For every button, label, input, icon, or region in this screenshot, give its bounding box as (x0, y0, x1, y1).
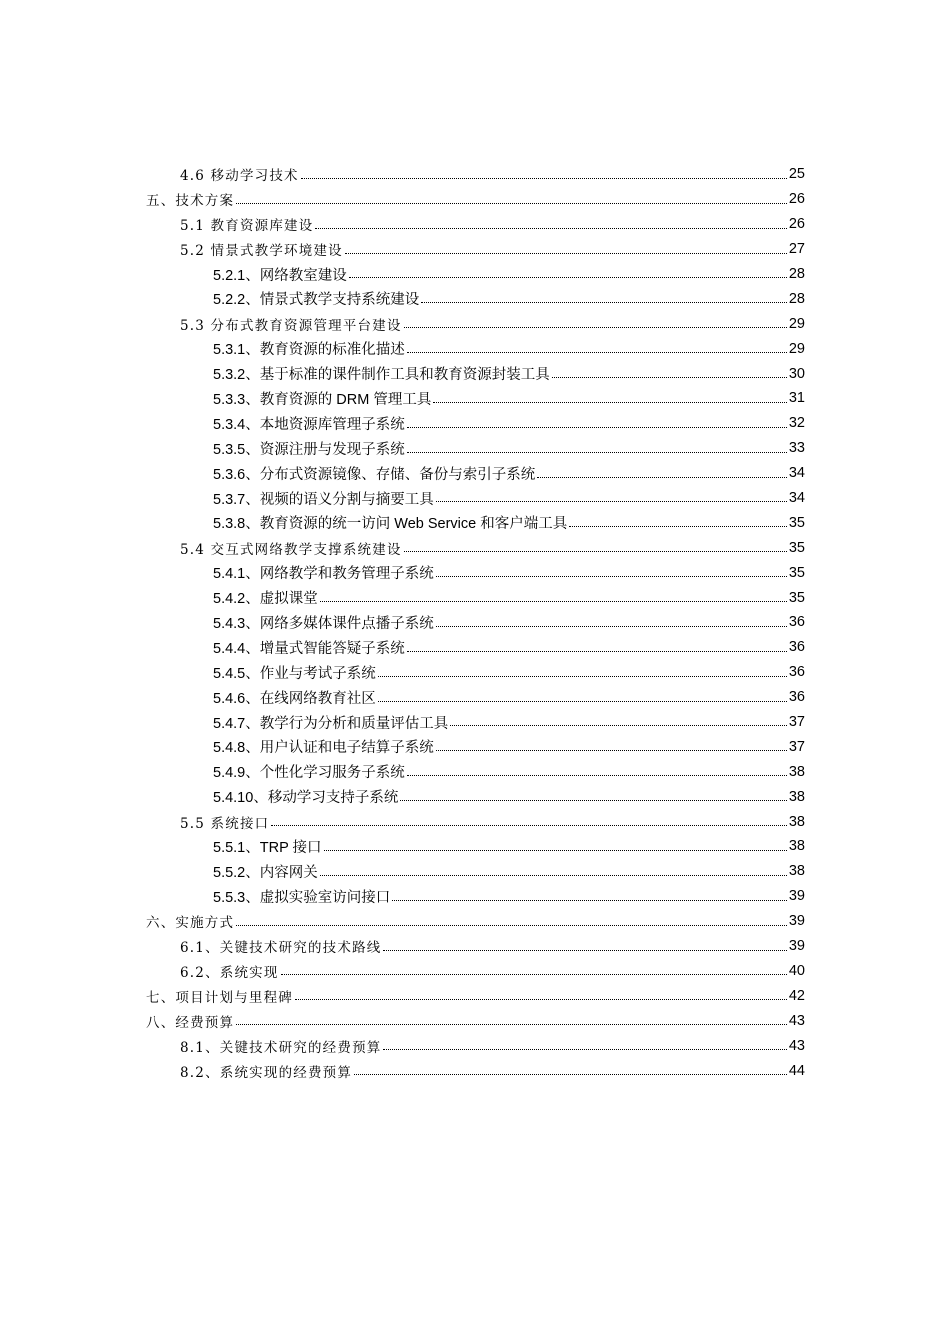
toc-page-number: 29 (788, 315, 805, 332)
toc-entry-title: 5.2.1、网络教室建设 (213, 267, 347, 284)
dot-leader (320, 875, 787, 876)
toc-page-number: 38 (788, 763, 805, 780)
toc-entry-title: 5.3.4、本地资源库管理子系统 (213, 416, 405, 433)
toc-entry-title: 5.5.3、虚拟实验室访问接口 (213, 889, 391, 906)
toc-entry-title: 5.3.1、教育资源的标准化描述 (213, 342, 405, 359)
toc-entry[interactable] (0, 585, 950, 610)
toc-entry-title: 5.4.4、增量式智能答疑子系统 (213, 640, 405, 657)
toc-page-number: 39 (788, 938, 805, 955)
toc-page-number: 36 (788, 639, 805, 656)
toc-page-number: 44 (788, 1062, 805, 1079)
toc-page-number: 39 (788, 913, 805, 930)
dot-leader (436, 626, 787, 627)
toc-entry-title: 5.3.8、教育资源的统一访问 Web Service 和客户端工具 (213, 516, 568, 533)
toc-page-number: 31 (788, 390, 805, 407)
dot-leader (450, 725, 787, 726)
toc-entry-title: 5.4.8、用户认证和电子结算子系统 (213, 740, 434, 757)
dot-leader (354, 1074, 787, 1075)
toc-entry-title: 5.4.5、作业与考试子系统 (213, 665, 376, 682)
toc-entry[interactable] (0, 734, 950, 759)
dot-leader (271, 825, 786, 826)
toc-page-number: 39 (788, 888, 805, 905)
toc-entry[interactable] (0, 212, 950, 237)
dot-leader (320, 601, 787, 602)
dot-leader (281, 974, 787, 975)
dot-leader (236, 1024, 787, 1025)
dot-leader (383, 1049, 786, 1050)
toc-entry[interactable] (0, 983, 950, 1008)
toc-entry[interactable] (0, 361, 950, 386)
toc-entry-title: 5.4.2、虚拟课堂 (213, 591, 318, 608)
toc-entry[interactable] (0, 635, 950, 660)
toc-page-number: 28 (788, 290, 805, 307)
toc-page-number: 35 (788, 564, 805, 581)
toc-page-number: 30 (788, 365, 805, 382)
toc-entry-title: 五、技术方案 (146, 193, 235, 210)
toc-entry[interactable] (0, 510, 950, 535)
toc-page-number: 43 (788, 1037, 805, 1054)
toc-page-number: 42 (788, 987, 805, 1004)
toc-entry[interactable] (0, 685, 950, 710)
toc-page-number: 38 (788, 788, 805, 805)
toc-entry[interactable] (0, 336, 950, 361)
dot-leader (324, 850, 787, 851)
dot-leader (404, 327, 787, 328)
toc-page-number: 37 (788, 738, 805, 755)
table-of-contents (0, 162, 950, 1083)
dot-leader (433, 402, 787, 403)
toc-entry[interactable] (0, 386, 950, 411)
toc-page-number: 38 (788, 863, 805, 880)
toc-entry-title: 4.6 移动学习技术 (180, 168, 299, 185)
toc-entry[interactable] (0, 610, 950, 635)
toc-page-number: 34 (788, 465, 805, 482)
toc-entry-title: 5.3.2、基于标准的课件制作工具和教育资源封装工具 (213, 367, 550, 384)
dot-leader (378, 701, 787, 702)
toc-page-number: 33 (788, 440, 805, 457)
dot-leader (378, 676, 787, 677)
toc-entry[interactable] (0, 909, 950, 934)
toc-page-number: 25 (788, 166, 805, 183)
toc-entry-title: 5.2 情景式教学环境建设 (180, 243, 343, 260)
dot-leader (407, 651, 787, 652)
toc-entry[interactable] (0, 1033, 950, 1058)
toc-entry[interactable] (0, 1058, 950, 1083)
dot-leader (436, 576, 787, 577)
toc-page-number: 32 (788, 415, 805, 432)
dot-leader (407, 427, 787, 428)
toc-entry[interactable] (0, 809, 950, 834)
dot-leader (407, 775, 787, 776)
toc-page-number: 36 (788, 689, 805, 706)
toc-entry[interactable] (0, 162, 950, 187)
toc-entry[interactable] (0, 884, 950, 909)
toc-entry-title: 6.2、系统实现 (180, 964, 279, 981)
dot-leader (400, 800, 787, 801)
toc-entry-title: 5.4.10、移动学习支持子系统 (213, 790, 399, 807)
toc-entry[interactable] (0, 660, 950, 685)
dot-leader (436, 501, 787, 502)
toc-page-number: 34 (788, 490, 805, 507)
toc-entry[interactable] (0, 560, 950, 585)
toc-page-number: 43 (788, 1012, 805, 1029)
toc-entry-title: 8.2、系统实现的经费预算 (180, 1064, 353, 1081)
toc-entry-title: 5.5 系统接口 (180, 815, 270, 832)
toc-entry[interactable] (0, 311, 950, 336)
toc-entry[interactable] (0, 237, 950, 262)
dot-leader (301, 178, 787, 179)
dot-leader (407, 452, 787, 453)
dot-leader (236, 203, 787, 204)
toc-page-number: 40 (788, 962, 805, 979)
toc-entry[interactable] (0, 535, 950, 560)
toc-entry[interactable] (0, 834, 950, 859)
dot-leader (383, 950, 786, 951)
toc-entry-title: 5.4.6、在线网络教育社区 (213, 690, 376, 707)
toc-entry-title: 5.3.3、教育资源的 DRM 管理工具 (213, 391, 432, 408)
toc-page-number: 26 (788, 216, 805, 233)
toc-entry-title: 5.3.5、资源注册与发现子系统 (213, 441, 405, 458)
toc-entry-title: 5.5.2、内容网关 (213, 864, 318, 881)
toc-entry-title: 七、项目计划与里程碑 (146, 989, 293, 1006)
toc-entry[interactable] (0, 461, 950, 486)
toc-entry-title: 5.5.1、TRP 接口 (213, 839, 322, 856)
toc-page-number: 35 (788, 514, 805, 531)
toc-entry[interactable] (0, 959, 950, 984)
toc-entry[interactable] (0, 710, 950, 735)
toc-page-number: 35 (788, 589, 805, 606)
toc-entry[interactable] (0, 859, 950, 884)
dot-leader (552, 377, 787, 378)
dot-leader (404, 551, 787, 552)
toc-entry-title: 5.3 分布式教育资源管理平台建设 (180, 317, 402, 334)
toc-entry-title: 5.4.3、网络多媒体课件点播子系统 (213, 615, 434, 632)
toc-entry[interactable] (0, 411, 950, 436)
toc-page-number: 29 (788, 340, 805, 357)
dot-leader (295, 999, 787, 1000)
toc-entry-title: 5.3.7、视频的语义分割与摘要工具 (213, 491, 434, 508)
toc-page-number: 26 (788, 191, 805, 208)
dot-leader (315, 228, 786, 229)
toc-page-number: 28 (788, 266, 805, 282)
toc-entry-title: 8.1、关键技术研究的经费预算 (180, 1039, 382, 1056)
toc-page-number: 27 (788, 241, 805, 258)
toc-entry-title: 5.4 交互式网络教学支撑系统建设 (180, 541, 402, 558)
toc-page-number: 36 (788, 664, 805, 681)
toc-entry[interactable] (0, 784, 950, 809)
dot-leader (569, 526, 787, 527)
toc-page-number: 36 (788, 614, 805, 631)
dot-leader (436, 750, 787, 751)
toc-page-number: 37 (788, 714, 805, 731)
toc-entry-title: 5.4.9、个性化学习服务子系统 (213, 765, 405, 782)
dot-leader (236, 925, 787, 926)
dot-leader (392, 900, 787, 901)
dot-leader (421, 302, 787, 303)
toc-entry-title: 5.1 教育资源库建设 (180, 218, 314, 235)
toc-entry-title: 5.2.2、情景式教学支持系统建设 (213, 292, 420, 309)
toc-entry-title: 5.4.1、网络教学和教务管理子系统 (213, 566, 434, 583)
toc-entry[interactable] (0, 486, 950, 511)
toc-entry[interactable] (0, 286, 950, 311)
toc-entry[interactable] (0, 759, 950, 784)
dot-leader (407, 352, 787, 353)
toc-entry[interactable] (0, 187, 950, 212)
toc-entry[interactable] (0, 436, 950, 461)
dot-leader (349, 277, 787, 278)
toc-entry[interactable] (0, 262, 950, 287)
toc-entry-title: 6.1、关键技术研究的技术路线 (180, 940, 382, 957)
toc-entry-title: 六、实施方式 (146, 915, 235, 932)
toc-entry-title: 5.4.7、教学行为分析和质量评估工具 (213, 715, 449, 732)
dot-leader (537, 477, 787, 478)
toc-page-number: 38 (788, 813, 805, 830)
dot-leader (345, 253, 787, 254)
toc-page-number: 38 (788, 838, 805, 855)
toc-entry-title: 八、经费预算 (146, 1014, 235, 1031)
toc-entry[interactable] (0, 1008, 950, 1033)
toc-entry-title: 5.3.6、分布式资源镜像、存储、备份与索引子系统 (213, 466, 536, 483)
toc-page-number: 35 (788, 539, 805, 556)
toc-entry[interactable] (0, 934, 950, 959)
